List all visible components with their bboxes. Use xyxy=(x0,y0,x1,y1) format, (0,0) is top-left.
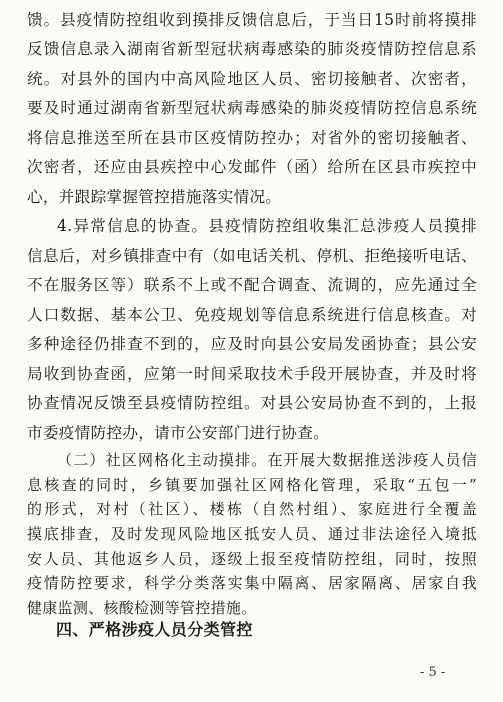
paragraph-2-line-3: 不在服务区等）联系不上或不配合调查、流调的，应先通过全 xyxy=(27,276,477,294)
paragraph-3-line-3: 的形式，对村（社区）、楼栋（自然村组）、家庭进行全覆盖 xyxy=(27,500,477,518)
paragraph-2-line-2: 信息后，对乡镇排查中有（如电话关机、停机、拒绝接听电话、 xyxy=(27,247,477,265)
paragraph-1-line-2: 反馈信息录入湖南省新型冠状病毒感染的肺炎疫情防控信息系 xyxy=(27,40,477,58)
paragraph-2-line-7: 协查情况反馈至县疫情防控组。对县公安局协查不到的，上报 xyxy=(27,394,477,412)
paragraph-1-line-5: 将信息推送至所在县市区疫情防控办；对省外的密切接触者、 xyxy=(27,129,477,147)
paragraph-3-line-6: 疫情防控要求，科学分类落实集中隔离、居家隔离、居家自我 xyxy=(27,574,477,592)
paragraph-1-line-4: 要及时通过湖南省新型冠状病毒感染的肺炎疫情防控信息系统 xyxy=(27,99,477,117)
paragraph-2-line-8: 市委疫情防控办，请市公安部门进行协查。 xyxy=(27,424,329,442)
paragraph-1-line-1: 馈。县疫情防控组收到摸排反馈信息后，于当日15时前将摸排 xyxy=(27,11,477,29)
paragraph-1-line-7: 心，并跟踪掌握管控措施落实情况。 xyxy=(27,188,282,206)
paragraph-2-line-4: 人口数据、基本公卫、免疫规划等信息系统进行信息核查。对 xyxy=(27,306,477,324)
page-number: - 5 - xyxy=(420,665,446,680)
paragraph-3-line-5: 安人员、其他返乡人员，逐级上报至疫情防控组，同时，按照 xyxy=(27,550,477,568)
paragraph-2-line-1: 4.异常信息的协查。县疫情防控组收集汇总涉疫人员摸排 xyxy=(57,217,477,235)
paragraph-3-line-4: 摸底排查，及时发现风险地区抵安人员、通过非法途径入境抵 xyxy=(27,525,477,543)
paragraph-1-line-3: 统。对县外的国内中高风险地区人员、密切接触者、次密者， xyxy=(27,70,477,88)
paragraph-1-line-6: 次密者，还应由县疾控中心发邮件（函）给所在区县市疾控中 xyxy=(27,158,477,176)
paragraph-3-line-2: 息核查的同时，乡镇要加强社区网格化管理，采取“五包一” xyxy=(27,476,477,494)
paragraph-2-line-5: 多种途径仍排查不到的，应及时向县公安局发函协查；县公安 xyxy=(27,335,477,353)
paragraph-2-line-6: 局收到协查函，应第一时间采取技术手段开展协查，并及时将 xyxy=(27,365,477,383)
section-heading: 四、严格涉疫人员分类管控 xyxy=(56,620,253,639)
paragraph-3-line-1: （二）社区网格化主动摸排。在开展大数据推送涉疫人员信 xyxy=(57,451,477,469)
paragraph-3-line-7: 健康监测、核酸检测等管控措施。 xyxy=(27,599,257,617)
